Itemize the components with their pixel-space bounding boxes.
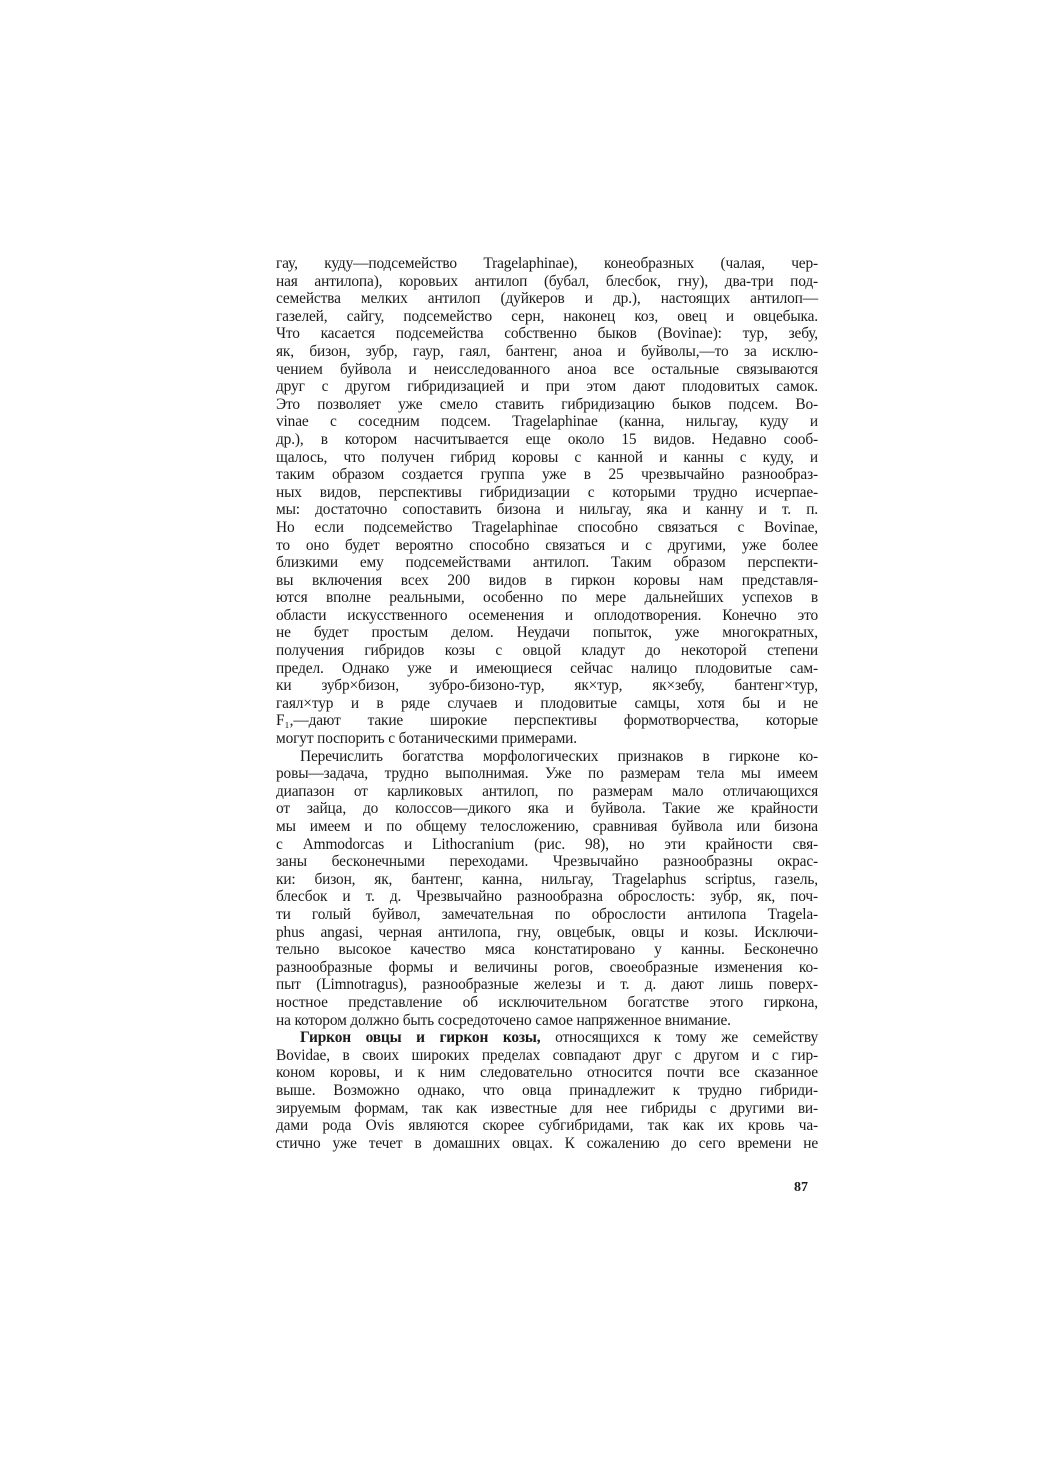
- text-run: относящихся к тому же семейству: [540, 1029, 818, 1047]
- text-line: мы: достаточно сопоставить бизона и нильгау, яка и канну и т. п.: [276, 501, 818, 519]
- text-line: вы включения всех 200 видов в гиркон коровы нам представля-: [276, 571, 818, 589]
- text-line: [276, 1029, 818, 1047]
- text-line: гаял×тур и в ряде случаев и плодовитые самцы, хотя бы и не: [276, 694, 818, 712]
- text-line: др.), в котором насчитывается еще около 15 видов. Недавно сооб-: [276, 430, 818, 448]
- text-line: чением буйвола и неисследованного аноа все остальные связываются: [276, 360, 818, 378]
- text-line: от зайца, до колоссов—дикого яка и буйвола. Такие же крайности: [276, 800, 818, 818]
- text-line: друг с другом гибридизацией и при этом дают плодовитых самок.: [276, 378, 818, 396]
- text-line: зируемым формам, так как известные для нее гибриды с другими ви-: [276, 1099, 818, 1117]
- text-line: семейства мелких антилоп (дуйкеров и др.), настоящих антилоп—: [276, 290, 818, 308]
- paragraph-3: [276, 1029, 818, 1152]
- text-line: таким образом создается группа уже в 25 чрезвычайно разнообраз-: [276, 466, 818, 484]
- text-line: на котором должно быть сосредоточено самое напряженное внимание.: [276, 1011, 731, 1029]
- text-line: ти голый буйвол, замечательная по оброслости антилопа Tragela-: [276, 905, 818, 923]
- text-line: мы имеем и по общему телосложению, сравнивая буйвола или бизона: [276, 818, 818, 835]
- text-line: як, бизон, зубр, гаур, гаял, бантенг, аноа и буйволы,—то за исклю-: [276, 342, 818, 360]
- text-line: стично уже течет в домашних овцах. К сожалению до сего времени не: [276, 1134, 818, 1152]
- paragraph-2: [276, 748, 818, 1030]
- text-line: с Ammodorcas и Lithocranium (рис. 98), но эти крайности свя-: [276, 835, 818, 853]
- text-line: vinae с соседним подсем. Tragelaphinae (канна, нильгау, куду и: [276, 413, 818, 431]
- text-line: тельно высокое качество мяса констатировано у канны. Бесконечно: [276, 941, 818, 959]
- text-line: предел. Однако уже и имеющиеся сейчас налицо плодовитые сам-: [276, 659, 818, 677]
- text-line: щалось, что получен гибрид коровы с канной и канны с куду, и: [276, 448, 818, 466]
- text-line: ки: бизон, як, бантенг, канна, нильгау, Tragelaphus scriptus, газель,: [276, 870, 818, 888]
- text-line: ки зубр×бизон, зубро-бизоно-тур, як×тур, як×зебу, бантенг×тур,: [276, 677, 818, 695]
- text-line: phus angasi, черная антилопа, гну, овцебык, овцы и козы. Исключи-: [276, 923, 818, 941]
- text-line: Bovidae, в своих широких пределах совпадают друг с другом и с гир-: [276, 1046, 818, 1064]
- text-line: близкими ему подсемействами антилоп. Таким образом перспекти-: [276, 554, 818, 572]
- text-line: разнообразные формы и величины рогов, своеобразные изменения ко-: [276, 958, 818, 976]
- text-line: то оно будет вероятно способно связаться и с другими, уже более: [276, 536, 818, 554]
- section-lead: Гиркон овцы и гиркон козы,: [300, 1029, 541, 1047]
- text-line: выше. Возможно однако, что овца принадлежит к трудно гибриди-: [276, 1081, 818, 1099]
- text-line: области искусственного осеменения и оплодотворения. Конечно это: [276, 606, 818, 624]
- text-line: дами рода Ovis являются скорее субгибридами, так как их кровь ча-: [276, 1117, 818, 1135]
- text-line: заны бесконечными переходами. Чрезвычайно разнообразны окрас-: [276, 853, 818, 871]
- text-line: Перечислить богатства морфологических признаков в гирконе ко-: [300, 747, 818, 765]
- paragraph-1: [276, 255, 818, 748]
- text-line: гау, куду—подсемейство Tragelaphinae), конеобразных (чалая, чер-: [276, 255, 818, 272]
- text-line: блесбок и т. д. Чрезвычайно разнообразна оброслость: зубр, як, поч-: [276, 888, 818, 906]
- text-line: ровы—задача, трудно выполнимая. Уже по размерам тела мы имеем: [276, 765, 818, 783]
- body-text: [276, 255, 818, 1152]
- page-number: 87: [794, 1180, 808, 1195]
- text-line: Это позволяет уже смело ставить гибридизацию быков подсем. Bo-: [276, 395, 818, 413]
- text-line: могут поспорить с ботаническими примерами.: [276, 730, 577, 748]
- text-line: газелей, сайгу, подсемейство серн, наконец коз, овец и овцебыка.: [276, 307, 818, 325]
- text-line: получения гибридов козы с овцой кладут до некоторой степени: [276, 642, 818, 660]
- text-line: Что касается подсемейства собственно быков (Bovinae): тур, зебу,: [276, 325, 818, 343]
- text-line: диапазон от карликовых антилоп, по размерам мало отличающихся: [276, 782, 818, 800]
- text-line: Но если подсемейство Tragelaphinae способно связаться с Bovinae,: [276, 518, 818, 536]
- text-line: пыт (Limnotragus), разнообразные железы и т. д. дают лишь поверх-: [276, 976, 818, 994]
- text-line: F₁,—дают такие широкие перспективы формотворчества, которые: [276, 712, 818, 730]
- text-line: не будет простым делом. Неудачи попыток, уже многократных,: [276, 624, 818, 642]
- text-line: коном коровы, и к ним следовательно относится почти все сказанное: [276, 1064, 818, 1082]
- text-line: ются вполне реальными, особенно по мере дальнейших успехов в: [276, 589, 818, 607]
- text-line: ная антилопа), коровьих антилоп (бубал, блесбок, гну), два-три под-: [276, 272, 818, 290]
- text-line: ностное представление об исключительном богатстве этого гиркона,: [276, 993, 818, 1011]
- text-line: ных видов, перспективы гибридизации с которыми трудно исчерпае-: [276, 483, 818, 501]
